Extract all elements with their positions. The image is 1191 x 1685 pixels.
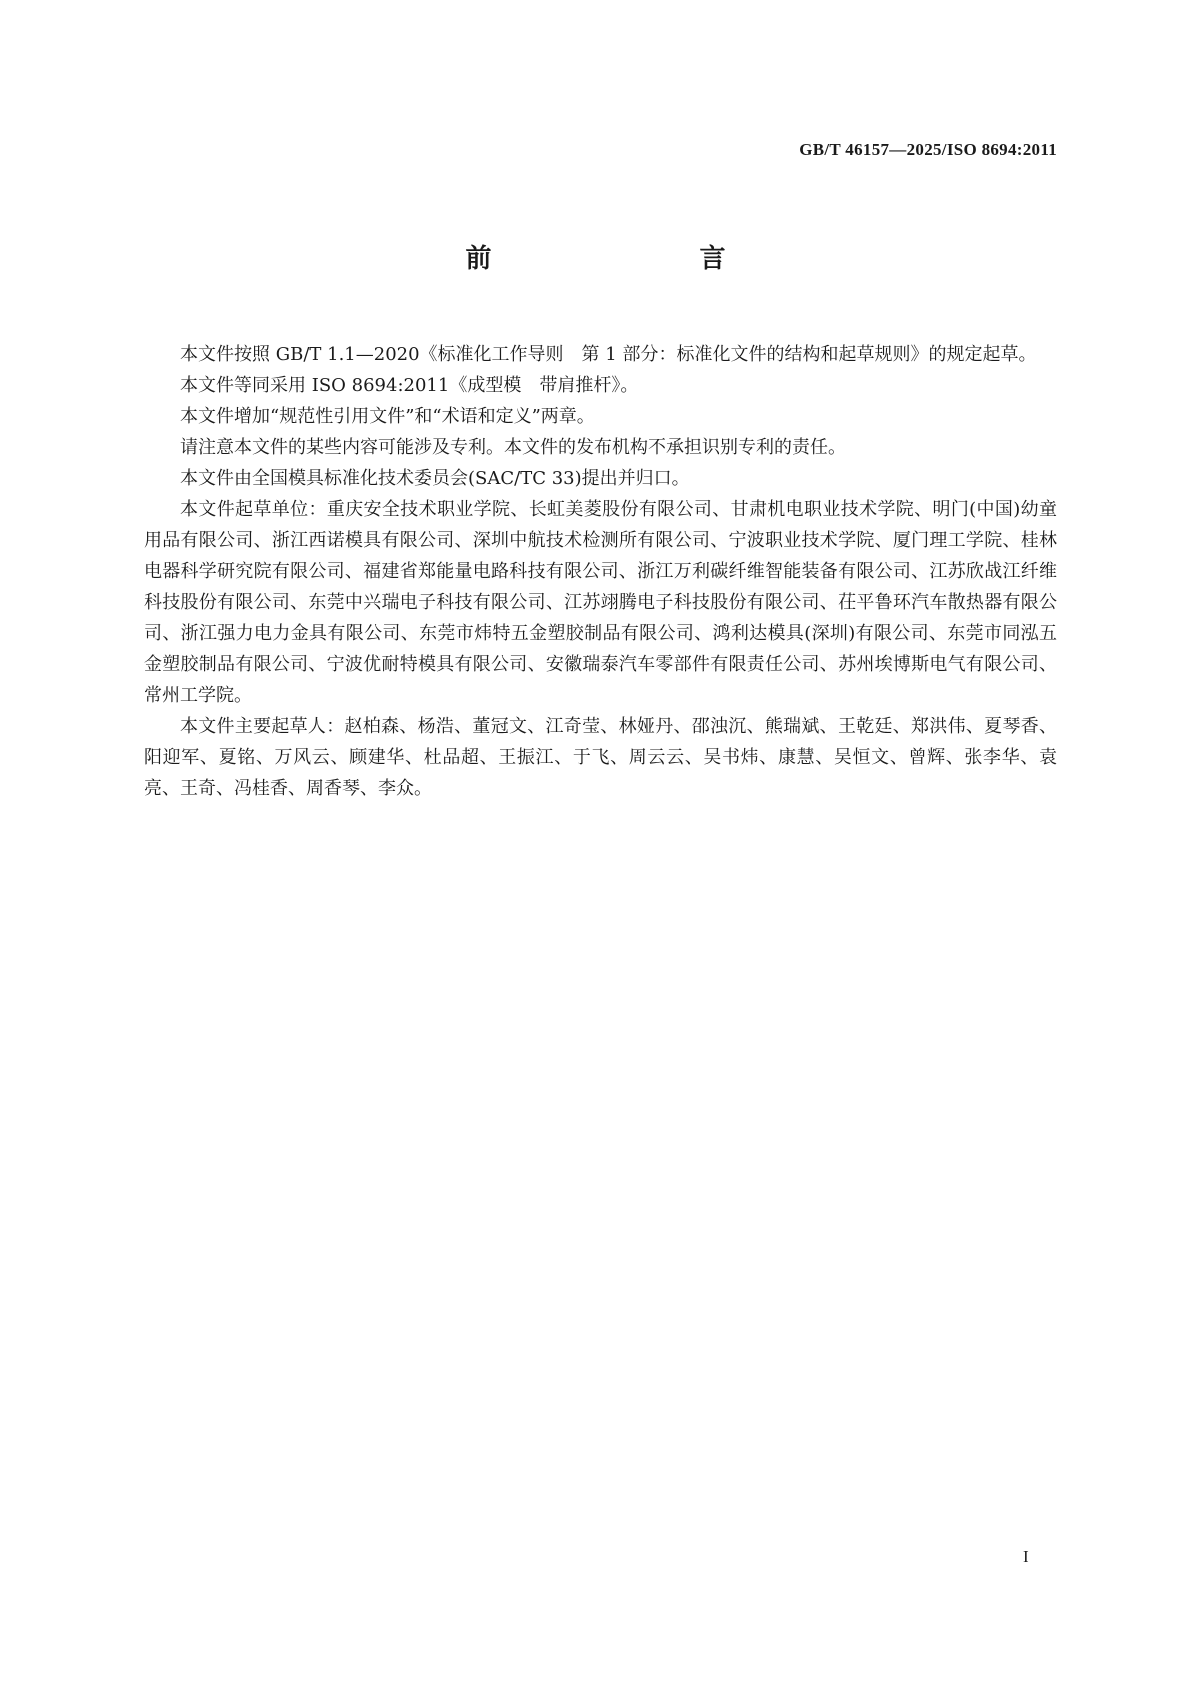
paragraph-drafting-rules: 本文件按照 GB/T 1.1—2020《标准化工作导则 第 1 部分：标准化文件的结构和起草规则》的规定起草。 [180, 344, 1037, 365]
paragraph-drafters: 本文件主要起草人：赵柏森、杨浩、董冠文、江奇莹、林娅丹、邵浊沉、熊瑞斌、王乾廷、郑洪伟、夏琴香、阳迎军、夏铭、万风云、顾建华、杜品超、王振江、于飞、周云云、吴书炜、康慧、吴恒文、曾辉、张李华、袁亮、王奇、冯桂香、周香琴、李众。 [144, 716, 1057, 799]
paragraph-patent-notice: 请注意本文件的某些内容可能涉及专利。本文件的发布机构不承担识别专利的责任。 [180, 437, 846, 458]
paragraph-proposer: 本文件由全国模具标准化技术委员会(SAC/TC 33)提出并归口。 [180, 468, 690, 489]
paragraph-drafting-units: 本文件起草单位：重庆安全技术职业学院、长虹美菱股份有限公司、甘肃机电职业技术学院、明门(中国)幼童用品有限公司、浙江西诺模具有限公司、深圳中航技术检测所有限公司、宁波职业技术学院、厦门理工学院、桂林电器科学研究院有限公司、福建省郑能量电路科技有限公司、浙江万利碳纤维智能装备有限公司、江苏欣战江纤维科技股份有限公司、东莞中兴瑞电子科技有限公司、江苏翊腾电子科技股份有限公司、茌平鲁环汽车散热器有限公司、浙江强力电力金具有限公司、东莞市炜特五金塑胶制品有限公司、鸿利达模具(深圳)有限公司、东莞市同泓五金塑胶制品有限公司、宁波优耐特模具有限公司、安徽瑞泰汽车零部件有限责任公司、苏州埃博斯电气有限公司、常州工学院。 [144, 499, 1057, 706]
standard-number: GB/T 46157—2025/ISO 8694:2011 [799, 140, 1057, 159]
paragraph-added-chapters: 本文件增加“规范性引用文件”和“术语和定义”两章。 [180, 406, 595, 427]
preface-body [144, 339, 1057, 804]
paragraph-adoption: 本文件等同采用 ISO 8694:2011《成型模 带肩推杆》。 [180, 375, 639, 396]
page-number: I [1023, 1547, 1029, 1566]
page-title: 前 言 [465, 244, 778, 274]
